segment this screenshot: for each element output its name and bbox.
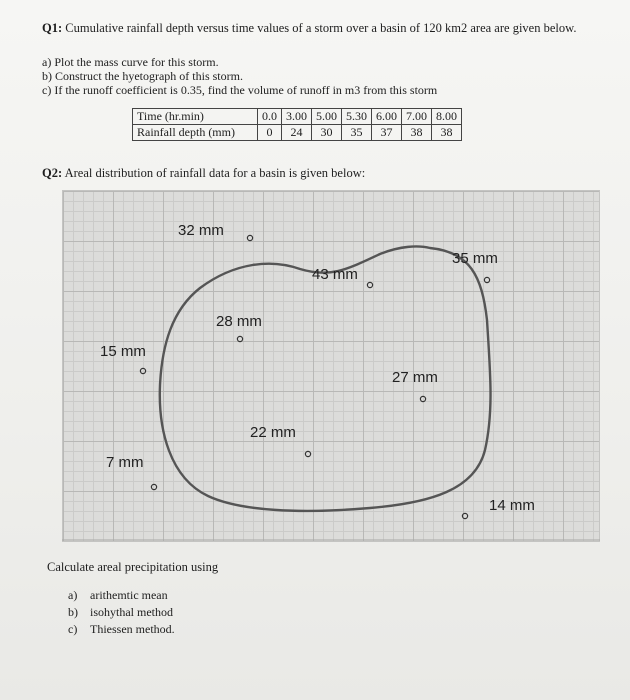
table-cell: 7.00	[401, 109, 431, 125]
station-marker-28	[237, 336, 242, 341]
method-key: c)	[68, 622, 78, 636]
station-marker-32	[247, 235, 252, 240]
q1-text: Cumulative rainfall depth versus time values of a storm over a basin of 120 km2 area are given below.	[65, 21, 577, 35]
q2-text: Areal distribution of rainfall data for a basin is given below:	[64, 166, 366, 180]
table-cell: 38	[431, 125, 461, 141]
table-cell: 3.00	[281, 109, 311, 125]
station-marker-7	[151, 484, 156, 489]
station-marker-43	[367, 282, 372, 287]
calc-instruction: Calculate areal precipitation using	[47, 560, 219, 574]
table-cell: 8.00	[431, 109, 461, 125]
station-marker-27	[420, 396, 425, 401]
table-cell: 5.00	[311, 109, 341, 125]
table-cell: 5.30	[341, 109, 371, 125]
table-cell: 37	[371, 125, 401, 141]
method-item	[68, 588, 168, 603]
q1-part-b: b) Construct the hyetograph of this storm.	[42, 69, 243, 83]
table-cell: 6.00	[371, 109, 401, 125]
station-marker-15	[140, 368, 145, 373]
time-header: Time (hr.min)	[133, 109, 258, 125]
table-cell: 30	[311, 125, 341, 141]
table-cell: 0	[257, 125, 281, 141]
method-label: isohythal method	[90, 605, 173, 619]
station-label-14: 14 mm	[489, 497, 535, 514]
q1-part-a: a) Plot the mass curve for this storm.	[42, 55, 219, 69]
station-label-7: 7 mm	[106, 454, 144, 471]
q1-label: Q1:	[42, 21, 63, 35]
station-marker-22	[305, 451, 310, 456]
station-label-43: 43 mm	[312, 266, 358, 283]
station-label-32: 32 mm	[178, 222, 224, 239]
station-label-27: 27 mm	[392, 369, 438, 386]
table-cell: 35	[341, 125, 371, 141]
station-label-35: 35 mm	[452, 250, 498, 267]
station-label-28: 28 mm	[216, 313, 262, 330]
station-marker-14	[462, 513, 467, 518]
table-cell: 24	[281, 125, 311, 141]
depth-header: Rainfall depth (mm)	[133, 125, 258, 141]
q2-label: Q2:	[42, 166, 63, 180]
basin-boundary	[160, 246, 491, 510]
method-item	[68, 622, 175, 637]
method-label: Thiessen method.	[90, 622, 175, 636]
station-label-15: 15 mm	[100, 343, 146, 360]
method-label: arithemtic mean	[90, 588, 168, 602]
q1-part-c: c) If the runoff coefficient is 0.35, find the volume of runoff in m3 from this storm	[42, 83, 438, 97]
method-key: b)	[68, 605, 78, 619]
station-label-22: 22 mm	[250, 424, 296, 441]
table-cell: 0.0	[257, 109, 281, 125]
table-cell: 38	[401, 125, 431, 141]
method-item	[68, 605, 173, 620]
method-key: a)	[68, 588, 78, 602]
station-marker-35	[484, 277, 489, 282]
